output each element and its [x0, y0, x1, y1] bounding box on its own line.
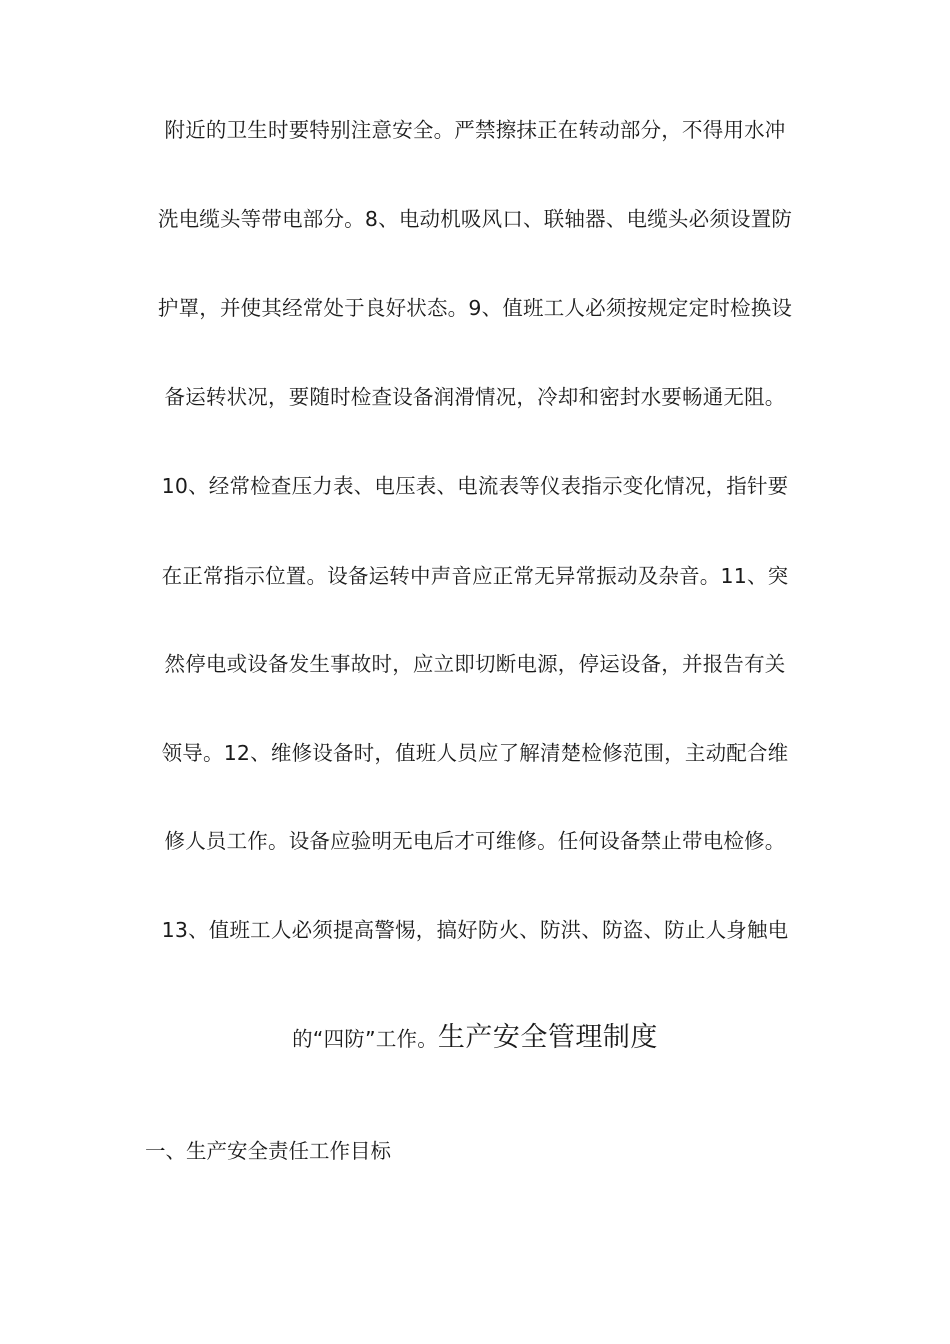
paragraph-line: 附近的卫生时要特别注意安全。严禁擦抹正在转动部分，不得用水冲 — [164, 118, 786, 142]
paragraph-line: 洗电缆头等带电部分。8、电动机吸风口、联轴器、电缆头必须设置防 — [157, 207, 793, 231]
paragraph-line: 备运转状况，要随时检查设备润滑情况，冷却和密封水要畅通无阻。 — [164, 385, 786, 409]
section-title: 一、生产安全责任工作目标 — [145, 1139, 391, 1163]
closing-line — [0, 1024, 950, 1053]
paragraph-line: 领导。12、维修设备时，值班人员应了解清楚检修范围，主动配合维 — [161, 741, 789, 765]
paragraph-line: 在正常指示位置。设备运转中声音应正常无异常振动及杂音。11、突 — [161, 564, 789, 588]
paragraph-line: 然停电或设备发生事故时，应立即切断电源，停运设备，并报告有关 — [164, 652, 786, 676]
paragraph-line: 修人员工作。设备应验明无电后才可维修。任何设备禁止带电检修。 — [164, 829, 786, 853]
paragraph-line: 13、值班工人必须提高警惕，搞好防火、防洪、防盗、防止人身触电 — [161, 918, 789, 942]
document-heading: 生产安全管理制度 — [437, 1022, 658, 1053]
closing-text: 的“四防”工作。 — [292, 1027, 438, 1051]
paragraph-line: 护罩，并使其经常处于良好状态。9、值班工人必须按规定定时检换设 — [157, 296, 793, 320]
paragraph-line: 10、经常检查压力表、电压表、电流表等仪表指示变化情况，指针要 — [161, 474, 789, 498]
